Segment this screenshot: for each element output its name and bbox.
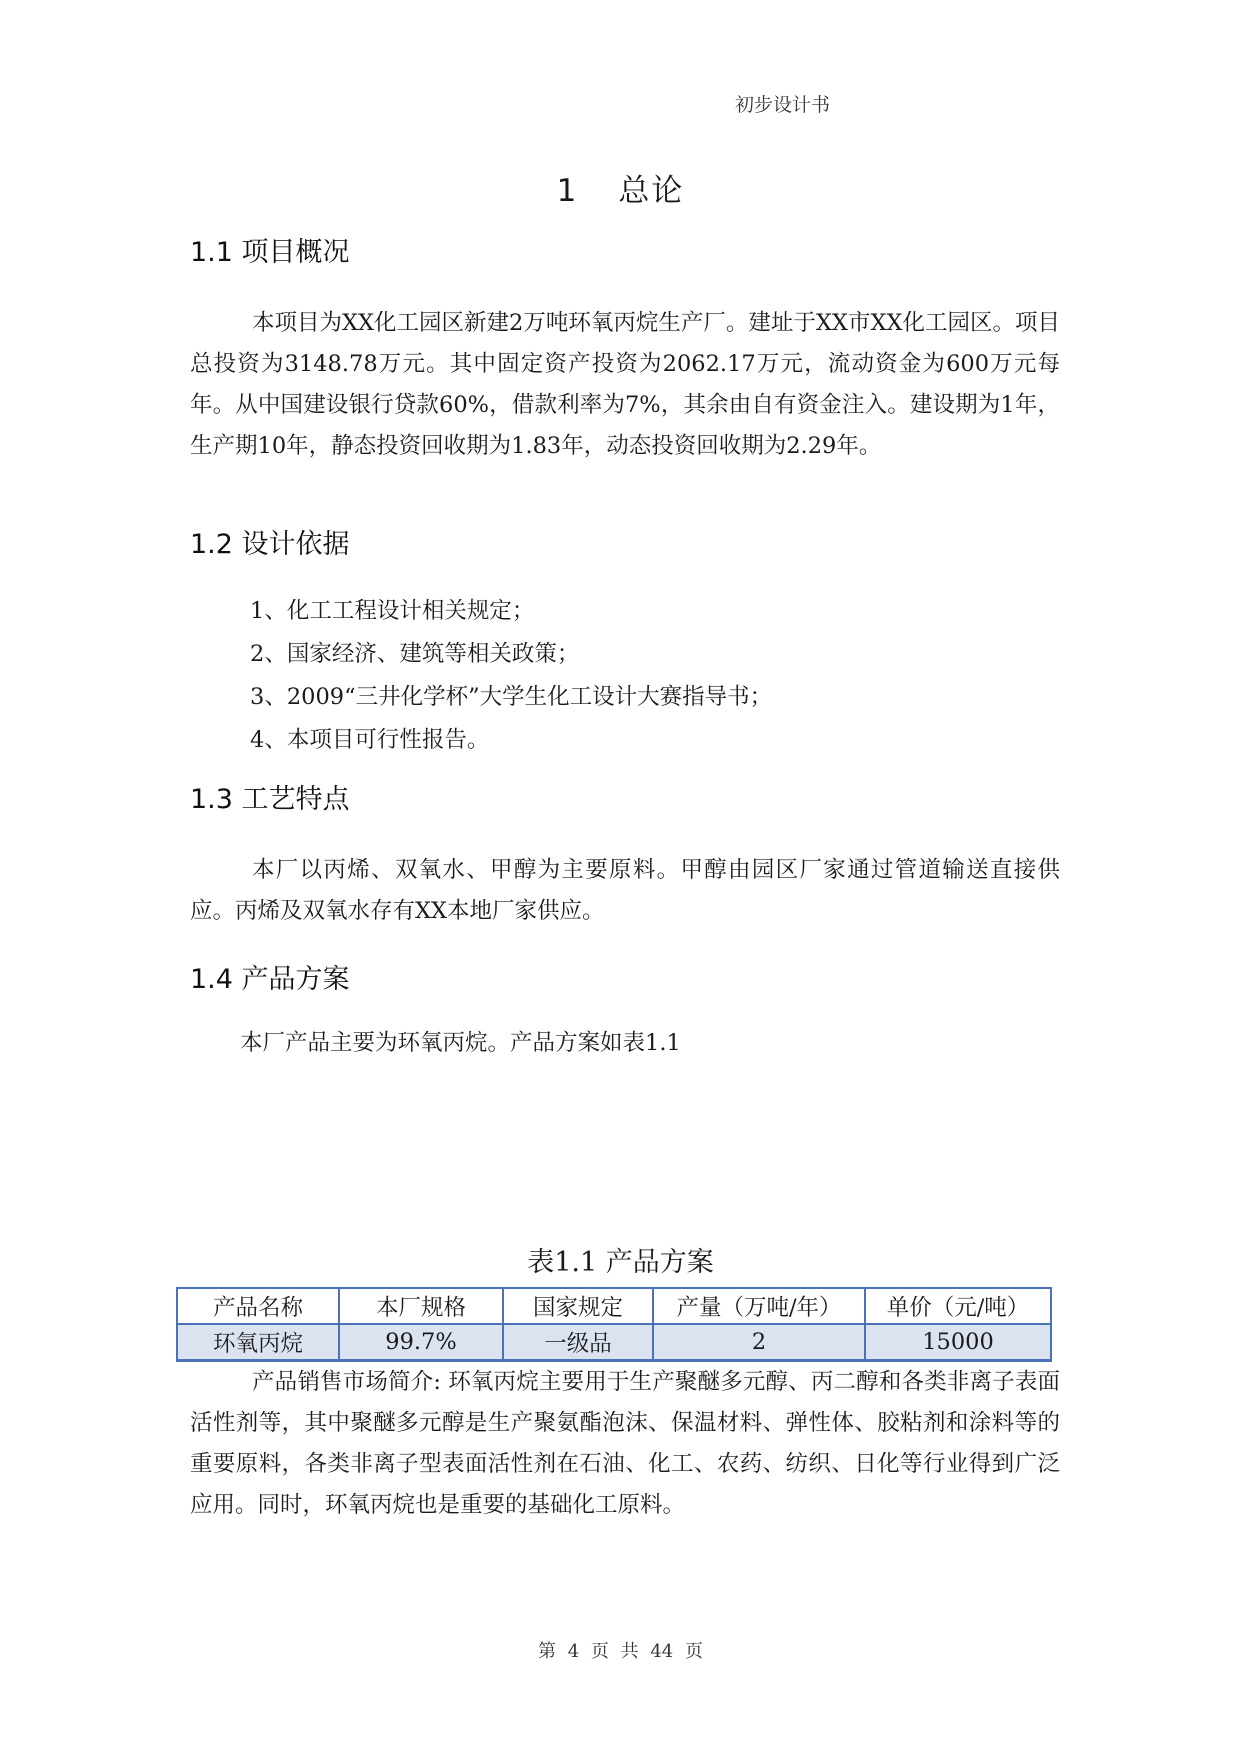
table-header-row [177,1288,1051,1324]
section-heading-1-2: 1.2 设计依据 [190,529,350,560]
design-basis-list [250,590,772,762]
chapter-title [0,165,1241,210]
list-item: 4、本项目可行性报告。 [250,727,490,753]
table-caption: 表1.1 产品方案 [527,1247,714,1278]
list-item: 1、化工工程设计相关规定； [250,598,535,624]
chapter-number: 1 [556,173,579,209]
list-item: 3、2009“三井化学杯”大学生化工设计大赛指导书； [250,684,773,710]
section-heading-1-3: 1.3 工艺特点 [190,784,350,815]
section-heading-1-1: 1.1 项目概况 [190,237,350,268]
table-row [177,1324,1051,1361]
table-cell: 环氧丙烷 [177,1324,339,1361]
table-cell: 99.7% [339,1324,503,1361]
section-1-4-intro: 本厂产品主要为环氧丙烷。产品方案如表1.1 [240,1030,681,1056]
page-footer: 第 4 页 共 44 页 [538,1641,703,1662]
header-cell: 国家规定 [503,1288,653,1324]
list-item: 2、国家经济、建筑等相关政策； [250,641,580,667]
table-cell: 15000 [865,1324,1051,1361]
product-table [176,1287,1052,1362]
table-cell: 一级品 [503,1324,653,1361]
market-paragraph: 产品销售市场简介: 环氧丙烷主要用于生产聚醚多元醇、丙二醇和各类非离子表面活性剂等，其中聚醚多元醇是生产聚氨酯泡沫、保温材料、弹性体、胶粘剂和涂料等的重要原料，各类非离子型表面活性剂在石油、化工、农药、纺织、日化等行业得到广泛应用。同时，环氧丙烷也是重要的基础化工原料。 [190,1369,1060,1518]
table-cell: 2 [653,1324,865,1361]
section-heading-1-4: 1.4 产品方案 [190,964,350,995]
section-1-1-paragraph: 本项目为XX化工园区新建2万吨环氧丙烷生产厂。建址于XX市XX化工园区。项目总投资为3148.78万元。其中固定资产投资为2062.17万元，流动资金为600万元每年。从中国建设银行贷款60%，借款利率为7%，其余由自有资金注入。建设期为1年，生产期10年，静态投资回收期为1.83年，动态投资回收期为2.29年。 [190,310,1060,459]
header-cell: 产量（万吨/年） [653,1288,865,1324]
header-cell: 本厂规格 [339,1288,503,1324]
header-cell: 产品名称 [177,1288,339,1324]
section-1-3-paragraph: 本厂以丙烯、双氧水、甲醇为主要原料。甲醇由园区厂家通过管道输送直接供应。丙烯及双氧水存有XX本地厂家供应。 [190,857,1060,924]
chapter-name: 总论 [618,173,685,209]
header-note: 初步设计书 [735,94,831,116]
header-cell: 单价（元/吨） [865,1288,1051,1324]
